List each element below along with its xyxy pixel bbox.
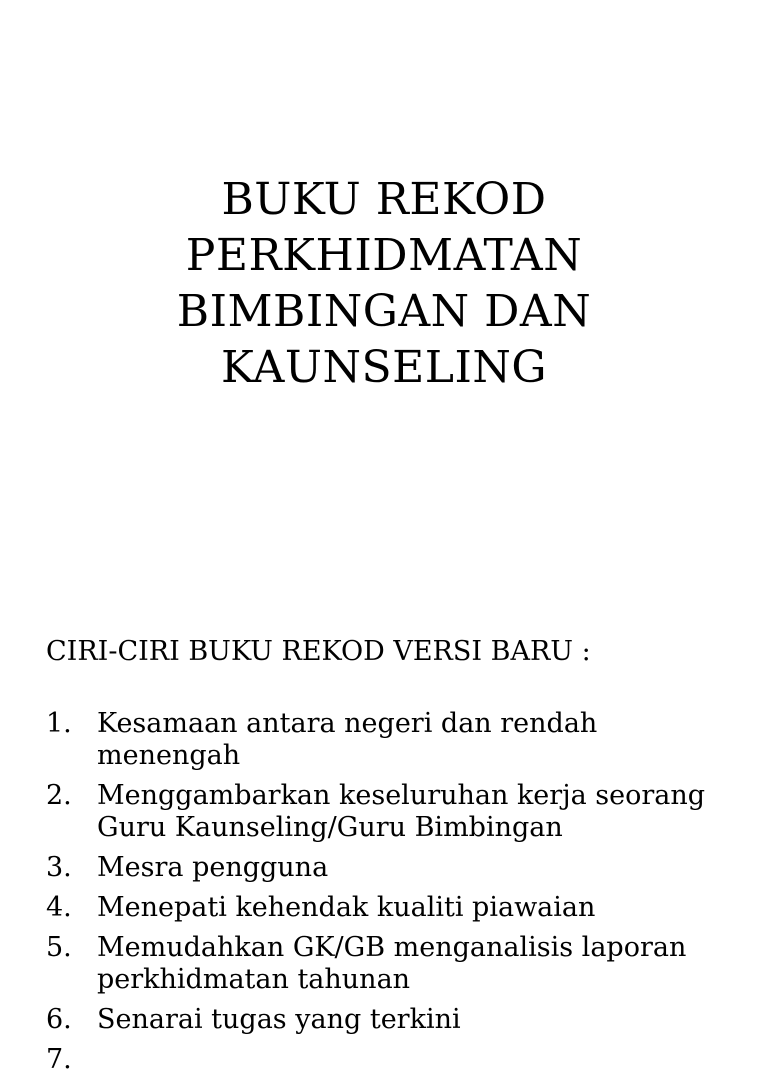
- list-item: [46, 708, 746, 772]
- item-text: Mesra pengguna: [97, 852, 329, 883]
- title-line: BIMBINGAN DAN: [176, 286, 592, 337]
- item-text: Kesamaan antara negeri dan rendah menengah: [97, 708, 598, 771]
- item-text: Senarai tugas yang terkini: [97, 1004, 461, 1035]
- list-item: [46, 1044, 746, 1076]
- list-item: [46, 892, 746, 924]
- item-number: 6.: [46, 1004, 72, 1035]
- features-section: [46, 632, 746, 1084]
- item-number: 4.: [46, 892, 72, 923]
- list-item: [46, 1004, 746, 1036]
- list-item: [46, 932, 746, 996]
- document-title: [0, 172, 768, 396]
- title-line: BUKU REKOD: [221, 174, 547, 225]
- item-text: Menepati kehendak kualiti piawaian: [97, 892, 596, 923]
- features-list: [46, 708, 746, 1076]
- item-number: 7.: [46, 1044, 72, 1075]
- list-item: [46, 780, 746, 844]
- section-heading: CIRI-CIRI BUKU REKOD VERSI BARU :: [46, 636, 591, 667]
- item-number: 2.: [46, 780, 72, 811]
- list-item: [46, 852, 746, 884]
- title-line: KAUNSELING: [221, 342, 547, 393]
- item-number: 5.: [46, 932, 72, 963]
- item-text: Memudahkan GK/GB menganalisis laporan perkhidmatan tahunan: [97, 932, 687, 995]
- item-number: 3.: [46, 852, 72, 883]
- item-number: 1.: [46, 708, 72, 739]
- title-line: PERKHIDMATAN: [185, 230, 583, 281]
- item-text: Menggambarkan keseluruhan kerja seorang Guru Kaunseling/Guru Bimbingan: [97, 780, 706, 843]
